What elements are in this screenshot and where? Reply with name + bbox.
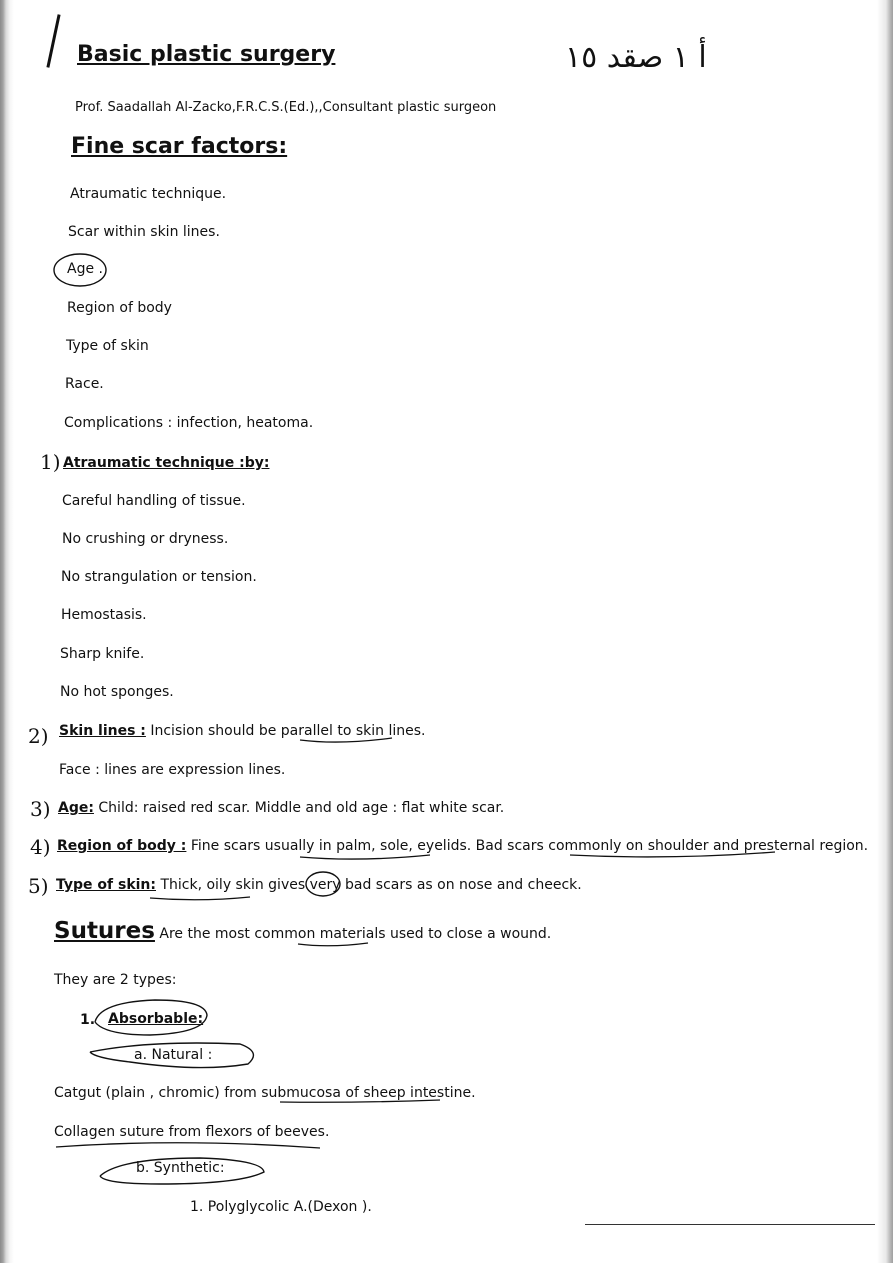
- atraumatic-item: Careful handling of tissue.: [62, 493, 246, 509]
- handwritten-marker-3: 3): [30, 797, 51, 821]
- fine-scar-item: Scar within skin lines.: [68, 224, 220, 240]
- fine-scar-heading: Fine scar factors:: [71, 134, 288, 159]
- handwritten-arabic-note: أ ۱ صقد ۱٥: [565, 40, 707, 75]
- handwritten-marker-4: 4): [30, 835, 51, 859]
- handwritten-marker-5: 5): [28, 874, 49, 898]
- skin-lines-paragraph: [59, 723, 425, 739]
- handwritten-marker-2: 2): [28, 724, 49, 748]
- fine-scar-item: Race.: [65, 376, 104, 392]
- scan-edge-left: [0, 0, 14, 1263]
- age-paragraph: [58, 800, 504, 816]
- sutures-text: Are the most common materials used to close a wound.: [154, 926, 552, 942]
- fine-scar-item: Region of body: [67, 300, 172, 316]
- handwritten-slash: [46, 14, 60, 67]
- region-paragraph: [57, 838, 868, 854]
- underline-mark: [300, 855, 430, 859]
- atraumatic-item: No crushing or dryness.: [62, 531, 229, 547]
- atraumatic-heading: Atraumatic technique :by:: [63, 455, 270, 471]
- fine-scar-item: Complications : infection, heatoma.: [64, 415, 314, 431]
- underline-mark: [150, 897, 250, 900]
- atraumatic-item: No hot sponges.: [60, 684, 174, 700]
- region-text: Fine scars usually in palm, sole, eyelids. Bad scars commonly on shoulder and presternal region.: [186, 838, 869, 854]
- fine-scar-item: Age .: [67, 261, 103, 277]
- absorbable-heading: Absorbable:: [108, 1011, 204, 1027]
- atraumatic-item: Hemostasis.: [61, 607, 147, 623]
- underline-mark: [56, 1143, 320, 1148]
- atraumatic-item: No strangulation or tension.: [61, 569, 257, 585]
- skin-lines-label: Skin lines :: [59, 723, 146, 739]
- absorbable-number: 1.: [80, 1012, 96, 1028]
- scan-edge-right: [877, 0, 893, 1263]
- age-label: Age:: [58, 800, 94, 816]
- fine-scar-item: Type of skin: [66, 338, 149, 354]
- fine-scar-item: Atraumatic technique.: [70, 186, 227, 202]
- collagen-line: Collagen suture from flexors of beeves.: [54, 1124, 330, 1140]
- polyglycolic-line: 1. Polyglycolic A.(Dexon ).: [190, 1199, 372, 1215]
- skin-lines-text: Incision should be parallel to skin lines.: [145, 723, 426, 739]
- age-text: Child: raised red scar. Middle and old age : flat white scar.: [93, 800, 505, 816]
- bottom-rule: [585, 1224, 875, 1225]
- author-line: Prof. Saadallah Al-Zacko,F.R.C.S.(Ed.),,Consultant plastic surgeon: [75, 100, 497, 115]
- document-title: Basic plastic surgery: [77, 42, 336, 67]
- atraumatic-item: Sharp knife.: [60, 646, 145, 662]
- handwritten-marker-1: 1): [40, 450, 61, 474]
- natural-subheading: a. Natural :: [134, 1047, 213, 1063]
- sutures-paragraph: [54, 918, 551, 944]
- skin-type-label: Type of skin:: [56, 877, 156, 893]
- region-label: Region of body :: [57, 838, 187, 854]
- sutures-heading: Sutures: [54, 918, 155, 944]
- synthetic-subheading: b. Synthetic:: [136, 1160, 225, 1176]
- skin-lines-sub: Face : lines are expression lines.: [59, 762, 286, 778]
- sutures-types-intro: They are 2 types:: [54, 972, 177, 988]
- skin-type-text: Thick, oily skin gives very bad scars as on nose and cheeck.: [156, 877, 582, 893]
- catgut-line: Catgut (plain , chromic) from submucosa of sheep intestine.: [54, 1085, 476, 1101]
- skin-type-paragraph: [56, 877, 582, 893]
